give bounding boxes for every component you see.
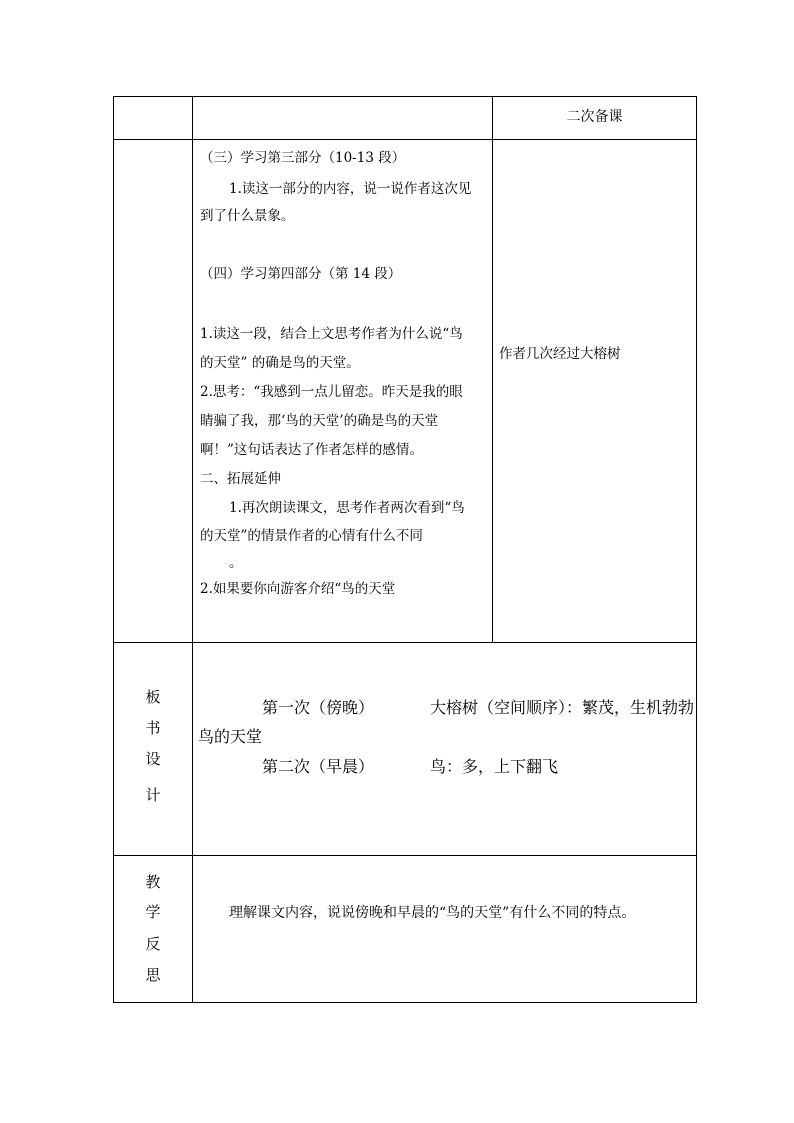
section3-title: （三）学习第三部分（10-13 段）: [200, 150, 406, 166]
question-3-line2: 睛骗了我，那‘鸟的天堂’的确是鸟的天堂: [200, 413, 439, 429]
board-label-char-3: 设: [145, 750, 161, 768]
extension-2-line1: 2.如果要你向游客介绍“鸟的天堂: [200, 581, 396, 597]
reflection-text: 理解课文内容，说说傍晚和早晨的“鸟的天堂”有什么不同的特点。: [229, 905, 636, 921]
question-1-line1: 1.读这一部分的内容，说一说作者这次见: [229, 181, 472, 197]
row-divider-board: [113, 855, 697, 856]
row-divider-content: [113, 642, 697, 643]
board-line1-right: 大榕树（空间顺序）：繁茂，生机勃勃: [430, 698, 695, 717]
section4-title: （四）学习第四部分（第 14 段）: [200, 266, 402, 282]
table-border-left: [113, 96, 114, 1003]
question-3-line3: 啊！”这句话表达了作者怎样的感情。: [200, 442, 423, 458]
second-prep-note: 作者几次经过大榕树: [499, 346, 621, 362]
table-border-top: [113, 96, 697, 97]
extension-title: 二、拓展延伸: [200, 471, 281, 487]
board-line3-left: 第二次（早晨）: [262, 757, 375, 776]
column-divider-2: [492, 96, 493, 643]
board-label-char-2: 书: [145, 719, 161, 737]
board-line1-left: 第一次（傍晚）: [262, 698, 375, 717]
table-border-bottom: [113, 1002, 697, 1003]
column-divider-1: [192, 96, 193, 1003]
extension-1-line2: 的天堂”的情景作者的心情有什么不同: [200, 528, 423, 544]
reflection-label-char-1: 教: [145, 873, 161, 891]
question-2-line1: 1.读这一段，结合上文思考作者为什么说“鸟: [200, 326, 463, 342]
question-1-line2: 到了什么景象。: [200, 208, 295, 224]
reflection-label-char-4: 思: [145, 966, 161, 984]
question-3-line1: 2.思考：“我感到一点儿留恋。昨天是我的眼: [200, 384, 463, 400]
table-border-right: [696, 96, 697, 1003]
board-line3-right: 鸟：多，上下翻飞: [430, 757, 559, 776]
question-2-line2: 的天堂” 的确是鸟的天堂。: [200, 355, 360, 371]
extension-1-line3: 。: [229, 555, 243, 571]
extension-1-line1: 1.再次朗读课文，思考作者两次看到“鸟: [229, 500, 465, 516]
row-divider-header: [113, 139, 697, 140]
reflection-label-char-2: 学: [145, 903, 161, 921]
header-second-prep: 二次备课: [566, 109, 623, 125]
reflection-label-char-3: 反: [145, 935, 161, 953]
board-label-char-1: 板: [145, 688, 161, 706]
board-label-char-4: 计: [145, 786, 161, 804]
board-line2: 鸟的天堂: [198, 727, 263, 746]
